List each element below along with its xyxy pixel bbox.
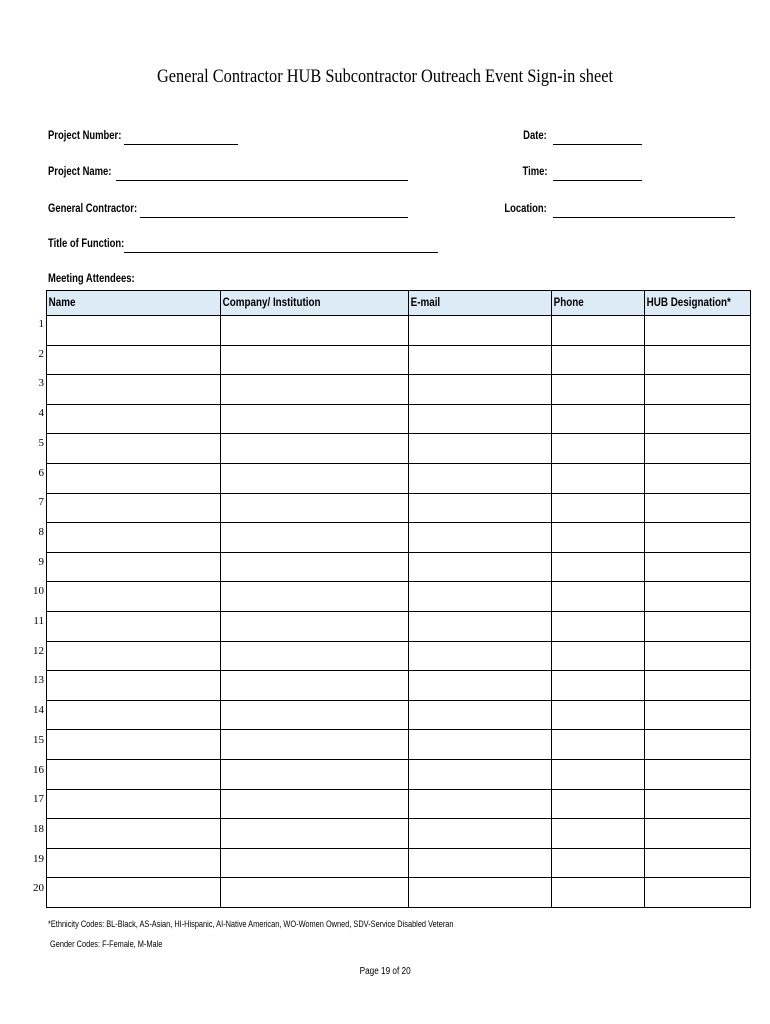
table-row [47,345,751,375]
row-number: 14 [33,704,44,717]
email-cell[interactable] [409,582,552,612]
meeting-attendees-label: Meeting Attendees: [48,273,135,285]
table-row [47,523,751,553]
general-contractor-line[interactable] [140,217,408,218]
hub-designation-cell[interactable] [645,552,751,582]
phone-cell[interactable] [552,404,645,434]
phone-cell[interactable] [552,848,645,878]
hub-designation-cell[interactable] [645,582,751,612]
email-cell[interactable] [409,434,552,464]
row-number: 16 [33,763,44,776]
company-cell[interactable] [221,700,409,730]
hub-designation-cell[interactable] [645,375,751,405]
project-name-line[interactable] [116,180,408,181]
email-cell[interactable] [409,759,552,789]
row-number: 2 [38,347,44,360]
table-row [47,404,751,434]
phone-cell[interactable] [552,671,645,701]
email-cell[interactable] [409,819,552,849]
name-cell[interactable] [47,463,221,493]
phone-cell[interactable] [552,552,645,582]
phone-cell[interactable] [552,493,645,523]
date-label: Date: [523,130,547,142]
email-cell[interactable] [409,552,552,582]
project-name-label: Project Name: [48,166,112,178]
phone-cell[interactable] [552,789,645,819]
table-row [47,671,751,701]
name-cell[interactable] [47,582,221,612]
email-cell[interactable] [409,404,552,434]
name-cell[interactable] [47,789,221,819]
email-cell[interactable] [409,345,552,375]
company-cell[interactable] [221,611,409,641]
hub-designation-cell[interactable] [645,759,751,789]
company-cell[interactable] [221,463,409,493]
general-contractor-label: General Contractor: [48,203,138,215]
row-number: 5 [38,436,44,449]
company-cell[interactable] [221,316,409,346]
email-cell[interactable] [409,611,552,641]
table-row [47,759,751,789]
hub-designation-cell[interactable] [645,523,751,553]
table-row [47,582,751,612]
header-company: Company/ Institution [221,291,409,316]
page-number [0,966,770,977]
name-cell[interactable] [47,848,221,878]
row-number: 10 [33,585,44,598]
company-cell[interactable] [221,523,409,553]
date-line[interactable] [553,144,642,145]
location-label: Location: [504,203,547,215]
time-line[interactable] [553,180,642,181]
hub-designation-cell[interactable] [645,463,751,493]
company-cell[interactable] [221,375,409,405]
company-cell[interactable] [221,789,409,819]
name-cell[interactable] [47,700,221,730]
phone-cell[interactable] [552,463,645,493]
hub-designation-cell[interactable] [645,316,751,346]
name-cell[interactable] [47,671,221,701]
row-number: 17 [33,793,44,806]
project-number-line[interactable] [124,144,238,145]
phone-cell[interactable] [552,582,645,612]
row-number: 20 [33,882,44,895]
row-number: 7 [38,496,44,509]
hub-designation-cell[interactable] [645,345,751,375]
company-cell[interactable] [221,641,409,671]
company-cell[interactable] [221,878,409,908]
ethnicity-codes-note: *Ethnicity Codes: BL-Black, AS-Asian, HI-Hispanic, AI-Native American, WO-Women Owned, SDV-Service Disabled Veteran [48,919,454,929]
table-row [47,700,751,730]
phone-cell[interactable] [552,434,645,464]
table-header-row [47,291,751,316]
hub-designation-cell[interactable] [645,819,751,849]
phone-cell[interactable] [552,375,645,405]
row-number: 19 [33,852,44,865]
phone-cell[interactable] [552,523,645,553]
phone-cell[interactable] [552,316,645,346]
company-cell[interactable] [221,345,409,375]
project-number-label: Project Number: [48,130,122,142]
row-number: 4 [38,407,44,420]
page-title: General Contractor HUB Subcontractor Outreach Event Sign-in sheet [156,66,614,87]
name-cell[interactable] [47,493,221,523]
hub-designation-cell[interactable] [645,434,751,464]
company-cell[interactable] [221,404,409,434]
name-cell[interactable] [47,375,221,405]
company-cell[interactable] [221,759,409,789]
table-row [47,316,751,346]
email-cell[interactable] [409,789,552,819]
location-line[interactable] [553,217,735,218]
name-cell[interactable] [47,641,221,671]
name-cell[interactable] [47,819,221,849]
email-cell[interactable] [409,730,552,760]
table-row [47,552,751,582]
table-row [47,848,751,878]
row-number: 3 [38,377,44,390]
email-cell[interactable] [409,848,552,878]
phone-cell[interactable] [552,345,645,375]
time-label: Time: [522,166,547,178]
row-number: 9 [38,555,44,568]
company-cell[interactable] [221,434,409,464]
name-cell[interactable] [47,878,221,908]
hub-designation-cell[interactable] [645,700,751,730]
row-number: 13 [33,674,44,687]
email-cell[interactable] [409,375,552,405]
hub-designation-cell[interactable] [645,641,751,671]
title-of-function-label: Title of Function: [48,238,125,250]
email-cell[interactable] [409,700,552,730]
company-cell[interactable] [221,730,409,760]
table-row [47,434,751,464]
phone-cell[interactable] [552,611,645,641]
phone-cell[interactable] [552,730,645,760]
table-row [47,730,751,760]
company-cell[interactable] [221,671,409,701]
table-row [47,789,751,819]
phone-cell[interactable] [552,819,645,849]
table-row [47,375,751,405]
name-cell[interactable] [47,759,221,789]
company-cell[interactable] [221,493,409,523]
row-number: 15 [33,733,44,746]
email-cell[interactable] [409,523,552,553]
table-row [47,641,751,671]
hub-designation-cell[interactable] [645,789,751,819]
table-row [47,878,751,908]
email-cell[interactable] [409,493,552,523]
phone-cell[interactable] [552,759,645,789]
name-cell[interactable] [47,611,221,641]
table-row [47,463,751,493]
company-cell[interactable] [221,552,409,582]
company-cell[interactable] [221,848,409,878]
email-cell[interactable] [409,641,552,671]
name-cell[interactable] [47,316,221,346]
email-cell[interactable] [409,878,552,908]
company-cell[interactable] [221,582,409,612]
table-row [47,493,751,523]
hub-designation-cell[interactable] [645,730,751,760]
row-number: 11 [33,615,44,627]
attendee-table [46,290,751,908]
hub-designation-cell[interactable] [645,611,751,641]
gender-codes-note: Gender Codes: F-Female, M-Male [50,939,163,949]
phone-cell[interactable] [552,878,645,908]
row-number: 6 [38,466,44,479]
hub-designation-cell[interactable] [645,404,751,434]
name-cell[interactable] [47,523,221,553]
email-cell[interactable] [409,316,552,346]
row-number: 12 [33,644,44,657]
page-number-text: Page 19 of 20 [359,966,411,977]
row-number: 1 [38,318,44,330]
email-cell[interactable] [409,463,552,493]
table-row [47,819,751,849]
header-email: E-mail [409,291,552,316]
header-hub-designation: HUB Designation* [645,291,751,316]
hub-designation-cell[interactable] [645,848,751,878]
company-cell[interactable] [221,819,409,849]
phone-cell[interactable] [552,700,645,730]
row-number: 18 [33,822,44,835]
table-row [47,611,751,641]
name-cell[interactable] [47,404,221,434]
row-number: 8 [38,525,44,538]
phone-cell[interactable] [552,641,645,671]
hub-designation-cell[interactable] [645,878,751,908]
header-name: Name [47,291,221,316]
email-cell[interactable] [409,671,552,701]
title-of-function-line[interactable] [124,252,438,253]
name-cell[interactable] [47,552,221,582]
name-cell[interactable] [47,345,221,375]
header-phone: Phone [552,291,645,316]
hub-designation-cell[interactable] [645,493,751,523]
name-cell[interactable] [47,434,221,464]
hub-designation-cell[interactable] [645,671,751,701]
name-cell[interactable] [47,730,221,760]
